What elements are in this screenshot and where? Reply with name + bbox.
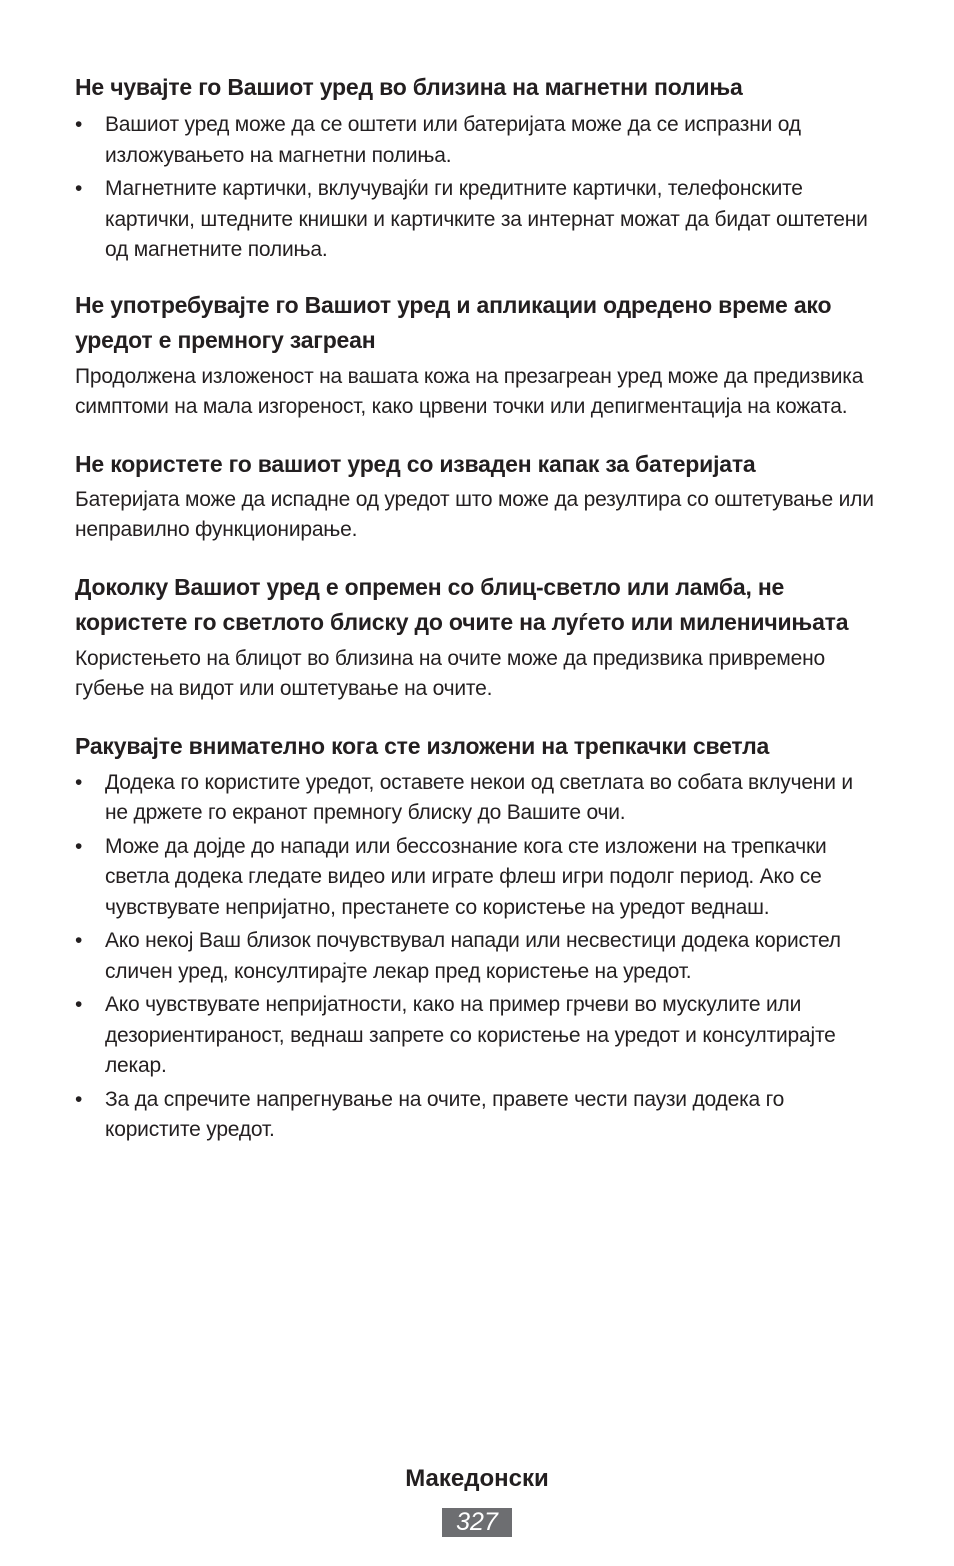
list-item-text: Ако некој Ваш близок почувствувал напади или несвестици додека користел сличен уред, консултирајте лекар пред користење на уредот. bbox=[105, 929, 841, 983]
section-heading: Не користете го вашиот уред со изваден капак за батеријата bbox=[75, 450, 756, 477]
section-paragraph: Батеријата може да испадне од уредот што може да резултира со оштетување или неправилно функционирање. bbox=[75, 487, 874, 541]
section-battery-cover bbox=[75, 447, 875, 546]
section-overheating bbox=[75, 288, 875, 423]
bullet-icon: • bbox=[75, 834, 83, 858]
list-item bbox=[75, 174, 875, 266]
section-paragraph: Користењето на блицот во близина на очите може да предизвика привремено губење на видот или оштетување на очите. bbox=[75, 646, 825, 700]
bullet-list bbox=[75, 110, 875, 266]
list-item-text: Вашиот уред може да се оштети или батеријата може да се испразни од изложувањето на магнетни полиња. bbox=[105, 113, 801, 167]
list-item bbox=[75, 832, 875, 924]
section-heading: Не чувајте го Вашиот уред во близина на магнетни полиња bbox=[75, 74, 743, 100]
list-item bbox=[75, 990, 875, 1082]
section-heading: Ракувајте внимателно кога сте изложени на трепкачки светла bbox=[75, 732, 770, 759]
bullet-icon: • bbox=[75, 113, 83, 136]
list-item-text: Ако чувствувате непријатности, како на пример грчеви во мускулите или дезориентираност, веднаш запрете со користење на уредот и консултирајте лекар. bbox=[105, 993, 836, 1077]
list-item bbox=[75, 1085, 875, 1146]
list-item-text: Додека го користите уредот, оставете некои од светлата во собата вклучени и не држете го екранот премногу блиску до Вашите очи. bbox=[105, 770, 853, 824]
section-magnetic-fields bbox=[75, 70, 875, 266]
bullet-icon: • bbox=[75, 993, 83, 1016]
section-heading: Доколку Вашиот уред е опремен со блиц-светло или ламба, не користете го светлото блиску до очите на луѓето или миленичињата bbox=[75, 573, 849, 635]
section-paragraph: Продолжена изложеност на вашата кожа на презагреан уред може да предизвика симптоми на мала изгореност, како црвени точки или депигментација на кожата. bbox=[75, 364, 864, 418]
bullet-icon: • bbox=[75, 177, 83, 200]
bullet-icon: • bbox=[75, 770, 83, 794]
list-item-text: Магнетните картички, вклучувајќи ги кредитните картички, телефонските картички, штедните книшки и картичките за интернат можат да бидат оштетени од магнетните полиња. bbox=[105, 177, 868, 261]
list-item bbox=[75, 768, 875, 829]
list-item-text: За да спречите напрегнување на очите, правете чести паузи додека го користите уредот. bbox=[105, 1087, 785, 1141]
page-number-badge: 327 bbox=[442, 1508, 512, 1537]
section-heading: Не употребувајте го Вашиот уред и апликации одредено време ако уредот е премногу загреан bbox=[75, 291, 832, 353]
list-item bbox=[75, 110, 875, 171]
bullet-icon: • bbox=[75, 929, 83, 952]
section-flashing-lights bbox=[75, 729, 875, 1146]
section-flash-light bbox=[75, 570, 875, 705]
document-body bbox=[75, 70, 875, 1146]
list-item-text: Може да дојде до напади или бессознание кога сте изложени на трепкачки светла додека гледате видео или играте флеш игри подолг период. Ако се чувствувате непријатно, престанете со користење на уредот веднаш. bbox=[105, 834, 827, 919]
list-item bbox=[75, 926, 875, 987]
footer-language: Македонски bbox=[405, 1465, 549, 1492]
bullet-list bbox=[75, 768, 875, 1146]
bullet-icon: • bbox=[75, 1087, 83, 1111]
